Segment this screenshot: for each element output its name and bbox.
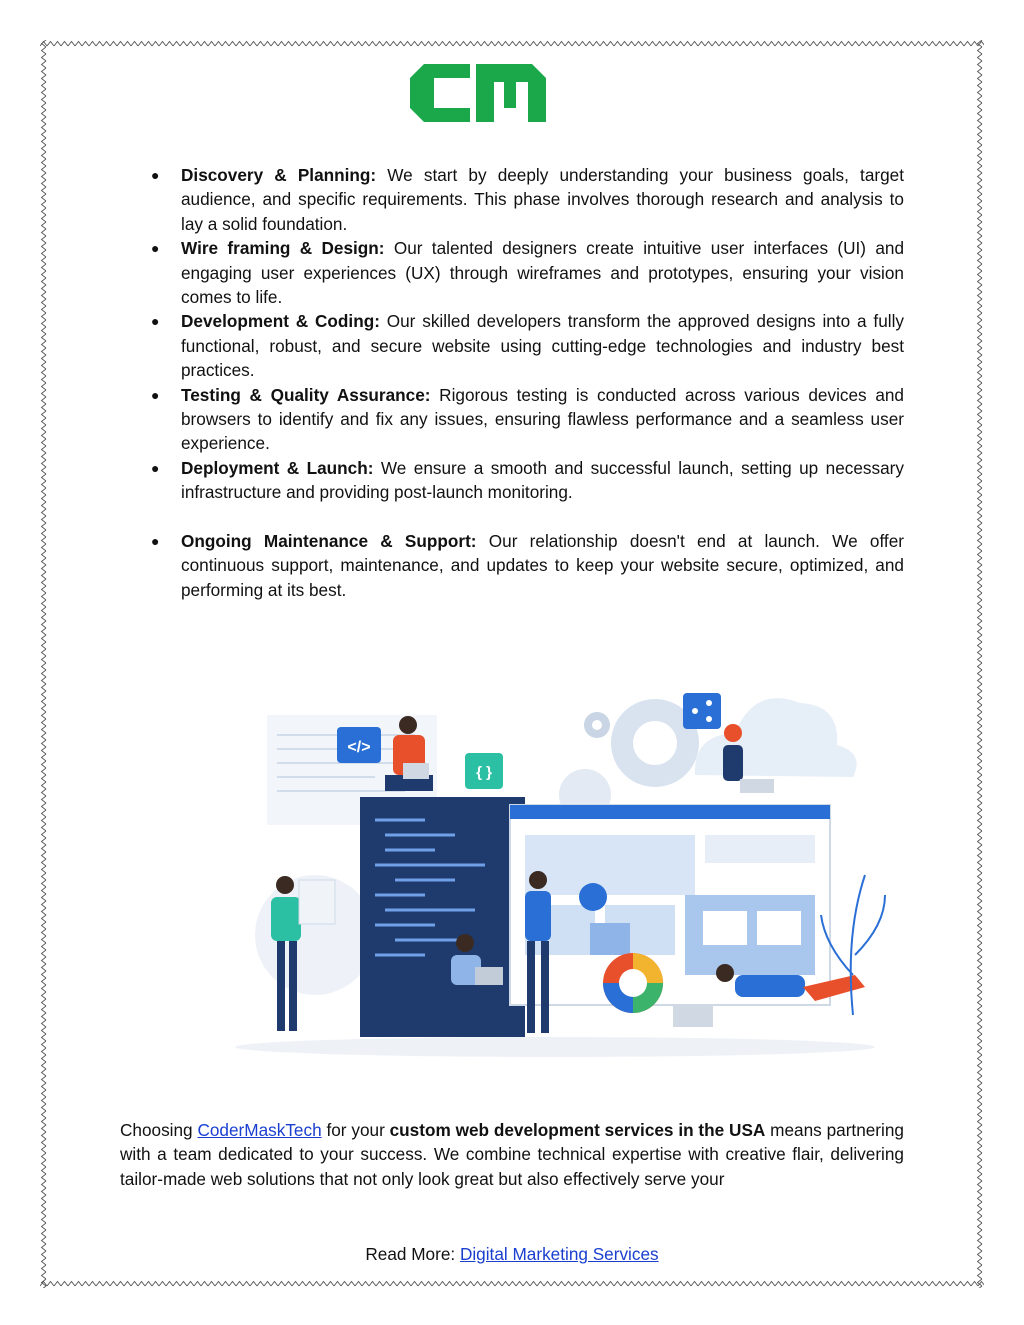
bullet-icon: ●: [151, 532, 160, 549]
step-text: We ensure a smooth and successful launch, setting up necessary infrastructure and providing post-launch monitoring.: [181, 457, 904, 503]
codermasktech-link[interactable]: CoderMaskTech: [197, 1120, 322, 1140]
paragraph-rest: means partnering with a team dedicated to your success. We combine technical expertise with creative flair, delivering tailor-made web solutions that not only look great but also effectively serve your: [120, 1120, 904, 1189]
code-panel: [360, 797, 525, 1037]
process-steps-list: [150, 163, 904, 602]
step-discovery: [150, 163, 904, 236]
video-camera-icon: [579, 883, 607, 911]
bullet-icon: ●: [151, 240, 160, 257]
paragraph-lead: Choosing: [120, 1120, 198, 1140]
web-development-illustration: [225, 675, 905, 1060]
step-title: Discovery & Planning:: [181, 165, 377, 185]
bullet-icon: ●: [151, 167, 160, 183]
braces-icon-label: { }: [476, 764, 492, 781]
paragraph-bold: custom web development services in the USA: [389, 1120, 766, 1140]
share-icon: [683, 693, 721, 729]
step-development: [150, 309, 904, 382]
read-more-label: Read More:: [365, 1244, 460, 1264]
step-maintenance: [150, 529, 904, 602]
read-more: [0, 1242, 1024, 1266]
bullet-icon: ●: [151, 313, 160, 330]
color-wheel-icon: [603, 953, 663, 1013]
bullet-icon: ●: [151, 386, 160, 403]
step-text: We start by deeply understanding your business goals, target audience, and specific requirements. This phase involves thorough research and analysis to lay a solid foundation.: [181, 165, 904, 234]
step-title: Testing & Quality Assurance:: [181, 384, 431, 405]
step-title: Ongoing Maintenance & Support:: [181, 530, 477, 551]
step-title: Deployment & Launch:: [181, 457, 374, 478]
codermask-logo: [410, 64, 546, 122]
step-text: Our talented designers create intuitive user interfaces (UI) and engaging user experiences (UX) through wireframes and prototypes, ensuring your vision comes to life.: [181, 238, 905, 308]
digital-marketing-link[interactable]: Digital Marketing Services: [459, 1244, 659, 1264]
step-title: Development & Coding:: [181, 311, 380, 332]
paragraph-mid: for your: [321, 1120, 390, 1140]
step-title: Wire framing & Design:: [181, 238, 385, 259]
code-icon-label: </>: [347, 739, 371, 756]
step-text: Our skilled developers transform the approved designs into a fully functional, robust, and secure website using cutting-edge technologies and industry best practices.: [181, 311, 904, 381]
step-text: Our relationship doesn't end at launch. We offer continuous support, maintenance, and updates to keep your website secure, optimized, and performing at its best.: [181, 530, 904, 600]
step-design: [150, 236, 904, 309]
bullet-icon: ●: [151, 459, 160, 476]
step-text: Rigorous testing is conducted across various devices and browsers to identify and fix any issues, ensuring flawless performance and a seamless user experience.: [181, 384, 904, 454]
step-testing: [150, 383, 904, 456]
closing-paragraph: [120, 1118, 904, 1191]
image-icon: [590, 923, 630, 955]
step-deployment: [150, 456, 904, 505]
